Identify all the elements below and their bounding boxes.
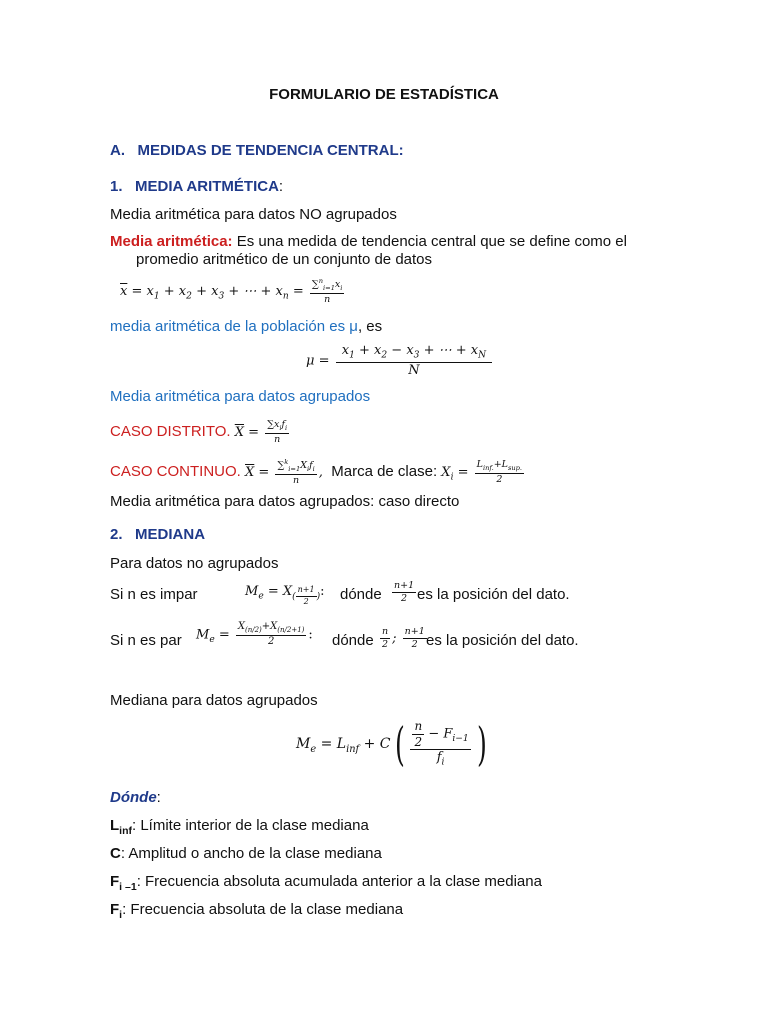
section-2-title: MEDIANA [135,526,206,543]
def-linf [110,817,369,840]
media-formula: $\overline{x} = x_1 + x_2 + x_3$ + ⋯ + $x_n$ = $\frac{\sum^n_{i=1}x_i}{n}$ [120,277,343,306]
section-a-title: MEDIDAS DE TENDENCIA CENTRAL: [137,142,404,159]
def-linf-text: : Límite interior de la clase mediana [132,817,369,834]
par-formula: $M_e$ = $\frac{X_{(n/2)}+X_{(n/2+1)}}{2}$ : [196,621,313,648]
section-1-title: MEDIA ARITMÉTICA [135,178,279,195]
poblacion-suffix: , es [357,318,383,335]
def-c-symbol: C [110,845,121,862]
donde-colon: : [156,789,161,806]
mediana-no-agrupados-label: Para datos no agrupados [110,555,279,572]
def-linf-symbol: L [110,817,120,834]
section-2-heading [110,526,205,544]
par-position-fractions: $\frac{n}{2}$ ; $\frac{n+1}{2}$ [382,626,425,650]
caso-distrito-line [110,420,291,445]
par-posicion-text: es la posición del dato. [426,632,579,649]
definition-term: Media aritmética: [110,233,233,250]
donde-heading: Dónde [110,789,157,806]
caso-continuo-line [110,459,526,487]
section-1-heading [110,178,283,196]
section-1-colon: : [278,178,284,195]
def-fi-1-text: : Frecuencia absoluta acumulada anterior a la clase mediana [136,873,542,890]
impar-position-fraction: $\frac{n+1}{2}$ [394,580,415,604]
def-fi-symbol: F [110,901,120,918]
marca-clase-formula: $X_i$ = $\frac{L_{inf.}+L_{sup.}}{2}$ [441,459,523,485]
impar-formula: $M_e = X_{( \frac{n+1}{2} )}$: [245,584,325,606]
def-fi-1 [110,873,542,896]
media-no-agrupados-label: Media aritmética para datos NO agrupados [110,206,397,223]
def-fi-1-sub: i –1 [119,881,137,893]
poblacion-formula: μ = $\frac{x_1 + x_2 - x_3 + \cdots + x_N}{N}$ [306,344,494,378]
impar-label: Si n es impar [110,586,198,603]
def-fi [110,901,403,924]
marca-clase-label: Marca de clase: [331,463,438,480]
caso-continuo-label: CASO CONTINUO. [110,463,241,480]
poblacion-line [110,318,382,336]
definition-text-2: promedio aritmético de un conjunto de datos [136,251,433,268]
media-definition [110,233,627,251]
section-a-letter: A. [110,142,125,159]
media-agrupados-heading: Media aritmética para datos agrupados [110,388,371,405]
caso-distrito-label: CASO DISTRITO. [110,422,231,440]
def-c-text: : Amplitud o ancho de la clase mediana [120,845,382,862]
poblacion-text: media aritmética de la población es μ [110,318,358,335]
def-c [110,845,382,863]
def-fi-1-symbol: F [110,873,120,890]
mediana-agrupados-formula: $M_e = L_{inf} + C$( $\frac{n}{2}$ − $F_{i-1}$ $f_i$ ) [296,717,487,772]
mediana-agrupados-label: Mediana para datos agrupados [110,692,318,709]
page-title: FORMULARIO DE ESTADÍSTICA [269,86,499,103]
caso-continuo-formula: $\overline{X}$ = $\frac{\sum^k_{i=1}X_if_i}{n}$ , [245,458,323,487]
section-a-heading [110,142,404,160]
par-donde: dónde [332,632,374,649]
impar-donde: dónde [340,586,382,603]
caso-distrito-formula: $\overline{X}$ = $\frac{\sum x_if_i}{n}$ [234,419,288,445]
caso-directo-line: Media aritmética para datos agrupados: caso directo [110,493,460,510]
definition-text-1: Es una medida de tendencia central que se define como el [232,233,627,250]
def-fi-sub: i [119,909,123,921]
section-2-number: 2. [110,526,123,543]
impar-posicion-text: es la posición del dato. [417,586,570,603]
section-1-number: 1. [110,178,123,195]
donde-heading-line [110,789,161,807]
par-label: Si n es par [110,632,182,649]
def-linf-sub: inf [119,825,132,837]
def-fi-text: : Frecuencia absoluta de la clase mediana [122,901,404,918]
